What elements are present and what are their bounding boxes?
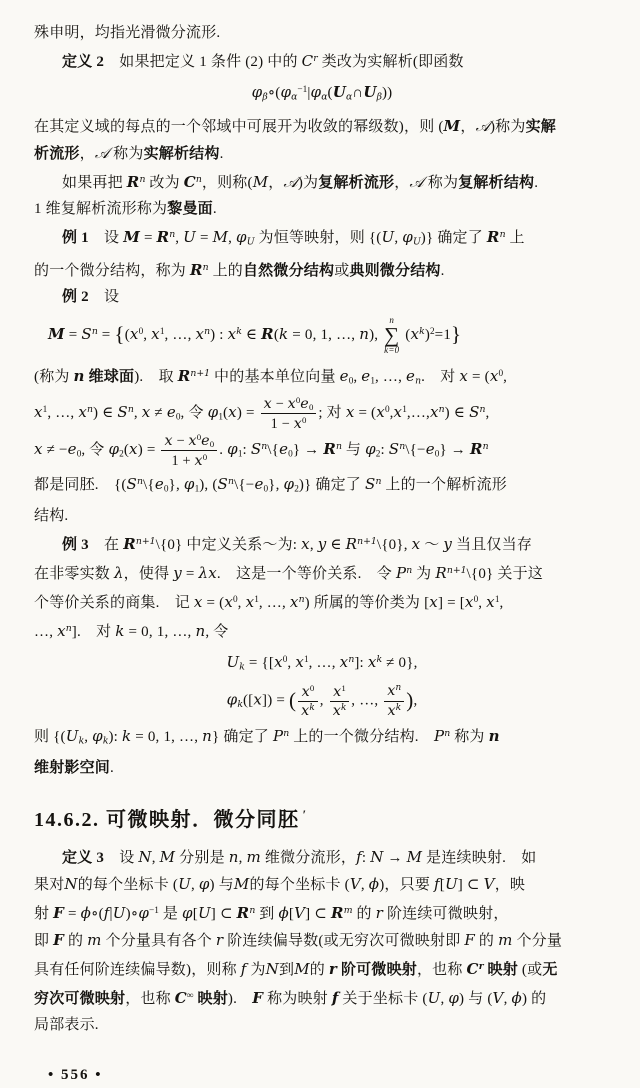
fraction: $\frac{x^1}{x^k}$ — [328, 683, 352, 720]
fraction: $\frac{x^n}{x^k}$ — [382, 683, 406, 719]
para-line: 殊申明，均指光滑微分流形. — [34, 25, 221, 41]
example-1-line: 例 1 设 $M = R^n$, U = M, φU 为恒等映射，则 {(U, φU)} 确定了 $R^n$ 上 — [62, 227, 525, 248]
formula-phik: φk([x]) = ( $\frac{x^0}{x^k}$ , $\frac{x^1}{x^k}$ , …, $\frac{x^n}{x^k}$ ), — [226, 682, 418, 719]
para-line: 如果再把 $R^n$ 改为 $C^n$，则称(M，𝒜)为复解析流形，𝒜 称为复解析结构. — [62, 172, 539, 191]
para-line: 维射影空间. — [34, 759, 114, 776]
para-line: 具有任何阶连续偏导数)，则称 f 为N到M的 r 阶可微映射，也称 $C^r$ 映射 (或无 — [34, 959, 558, 978]
fraction: $\frac{x - x^0e0}{1 + x^0}$ — [159, 432, 219, 469]
para-line: 则 {(Uk, φk): k = 0, 1, …, n} 确定了 $P^n$ 上的一个微分结构. $P^n$ 称为 n — [34, 727, 500, 747]
para-line: 析流形，𝒜 称为实解析结构. — [34, 143, 224, 162]
para-line: 1 维复解析流形称为黎曼面. — [34, 200, 217, 217]
para-line: (称为 n 维球面). 取 $R^{n+1}$ 中的基本单位向量 e0, e1, …, en. 对 $x = (x^0$, — [34, 367, 508, 387]
formula-uk: $Uk = \{[x^0$, $x^1$, …, $x^n$]: $x^k \ne 0$}, — [226, 653, 418, 673]
para-line: 在非零实数 λ，使得 y = λx. 这是一个等价关系. 令 $P^n$ 为 $R^{n+1}\backslash\{0\}$ 关于这 — [34, 564, 543, 583]
fraction: $\frac{x^0}{x^k}$ — [296, 683, 320, 720]
para-line: 穷次可微映射，也称 C∞ 映射). F 称为映射 f 关于坐标卡 (U, φ) 与 (V, ϕ) 的 — [34, 988, 547, 1007]
para-line: 都是同胚. {($S^n\backslash\{e0\}$, φ1), ($S^n\backslash\{-e0\}$, φ2)} 确定了 $S^n$ 上的一个解析流形 — [34, 475, 507, 495]
fraction: $\frac{x - x^0e0}{1 - x^0}$ — [259, 395, 319, 432]
definition-3-line: 定义 3 设 N, M 分别是 n, m 维微分流形，f: N → M 是连续映射. 如 — [62, 847, 537, 866]
para-line: $x^1$, …, $x^n$) ∈ $S^n$, x ≠ e0, 令 φ1(x) = $\frac{x - x^0e0}{1 - x^0}$ ; 对 $x = (x^0,x^1,\dots,x^n)$ ∈ $S^n$, — [34, 394, 490, 432]
para-line: 即 F 的 m 个分量具有各个 r 阶连续偏导数(或无穷次可微映射即 F 的 m 个分量 — [34, 930, 563, 949]
definition-2-line: 定义 2 如果把定义 1 条件 (2) 中的 $C^r$ 类改为实解析(即函数 — [62, 52, 464, 71]
formula-sphere: $M = S^n = \{(x^0$, $x^1$, …, $x^n$) : $x^k$ ∈ R(k = 0, 1, …, n), n ∑ k=0 $(x^k)^2=1$} — [48, 315, 462, 356]
section-heading: 14.6.2. 可微映射．微分同胚 ′ — [34, 807, 307, 831]
summation-symbol: n ∑ k=0 — [384, 315, 400, 356]
formula-transition-map: $\varphi\beta\circ(\varphi\alpha^{-1}|\varphi\alpha(U\alpha\cap U\beta))$ — [251, 83, 393, 103]
para-line: 局部表示. — [34, 1016, 99, 1033]
example-2-line: 例 2 设 — [62, 289, 120, 306]
para-line: 个等价关系的商集. 记 $x = (x^0$, $x^1$, …, $x^n$) 所属的等价类为 $[x] = [x^0$, $x^1$, — [34, 593, 504, 612]
para-line: 射 $F = \phi\circ(f|U)\circ\varphi^{-1}$ 是 φ[U] ⊂ $R^n$ 到 ϕ[V] ⊂ $R^m$ 的 r 阶连续可微映射， — [34, 903, 509, 922]
para-line: 的一个微分结构，称为 $R^n$ 上的自然微分结构或典则微分结构. — [34, 261, 445, 280]
para-line: 果对N的每个坐标卡 (U, φ) 与M的每个坐标卡 (V, ϕ)，只要 f[U] ⊂ V，映 — [34, 874, 526, 893]
para-line: …, $x^n$]. 对 k = 0, 1, …, n, 令 — [34, 622, 229, 641]
para-line: 在其定义域的每点的一个邻域中可展开为收敛的幂级数)，则 (M，𝒜)称为实解 — [34, 116, 556, 135]
example-3-line: 例 3 在 $R^{n+1}\backslash\{0\}$ 中定义关系～为: x, y ∈ $R^{n+1}\backslash\{0\}$, x ～ y 当且仅当存 — [62, 535, 533, 553]
para-line: x ≠ −e0, 令 φ2(x) = $\frac{x - x^0e0}{1 + x^0}$ . φ1: $S^n\backslash\{e0\} \to R^n$ 与 φ2: $S^n\backslash\{-e0\} \to R^n$ — [34, 432, 489, 470]
para-line: 结构. — [34, 507, 69, 524]
page-number: • 556 • — [48, 1066, 103, 1083]
